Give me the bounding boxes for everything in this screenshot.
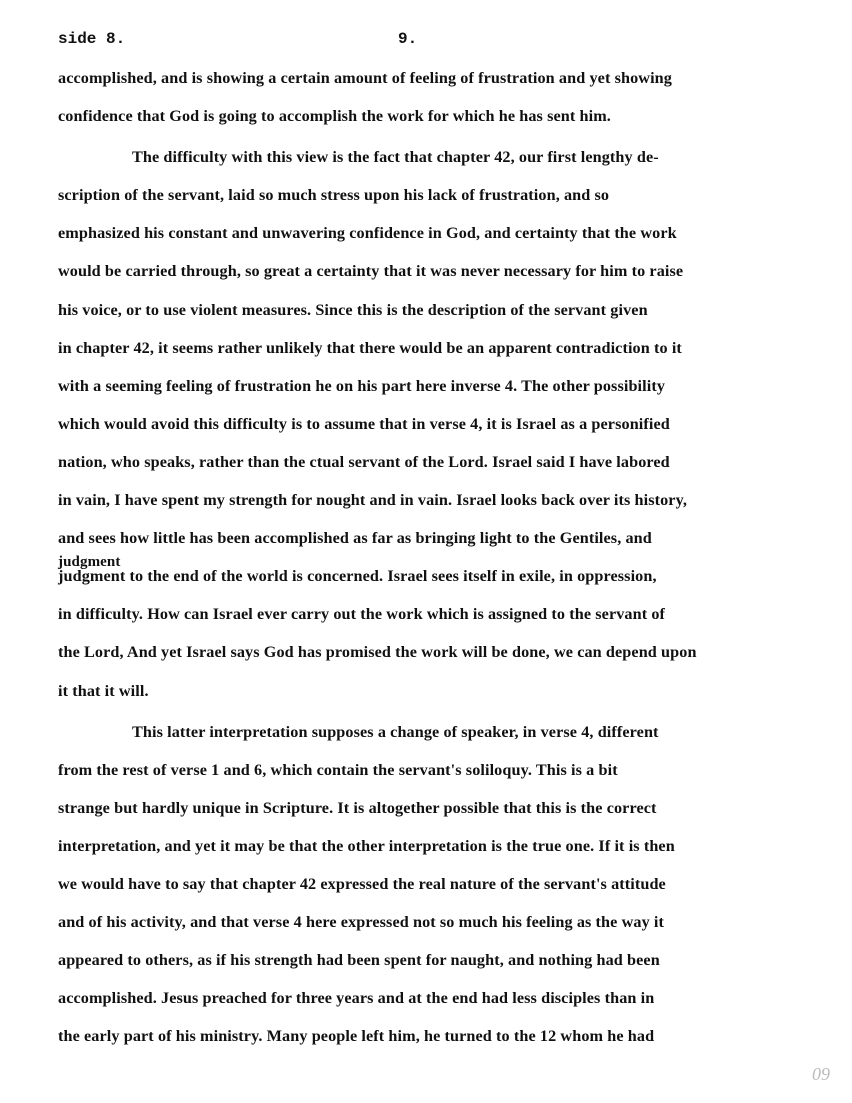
text-line: nation, who speaks, rather than the ctual servant of the Lord. Israel said I have labored: [58, 452, 670, 471]
text-line-with-insertion: [58, 554, 822, 602]
text-line: we would have to say that chapter 42 expressed the real nature of the servant's attitude: [58, 874, 666, 893]
text-line: interpretation, and yet it may be that the other interpretation is the true one. If it is then: [58, 836, 675, 855]
text-line: judgment to the end of the world is concerned. Israel sees itself in exile, in oppression,: [58, 567, 657, 586]
text-line: accomplished. Jesus preached for three years and at the end had less disciples than in: [58, 989, 655, 1008]
text-line: the early part of his ministry. Many people left him, he turned to the 12 whom he had: [58, 1027, 655, 1046]
text-line: the Lord, And yet Israel says God has promised the work will be done, we can depend upon: [58, 643, 697, 662]
text-line: in chapter 42, it seems rather unlikely that there would be an apparent contradiction to it: [58, 338, 682, 357]
text-line: accomplished, and is showing a certain amount of feeling of frustration and yet showing: [58, 69, 672, 87]
text-line: and sees how little has been accomplished as far as bringing light to the Gentiles, and: [58, 529, 652, 548]
text-line: which would avoid this difficulty is to assume that in verse 4, it is Israel as a personified: [58, 414, 670, 433]
text-line: emphasized his constant and unwavering confidence in God, and certainty that the work: [58, 224, 677, 243]
text-line: would be carried through, so great a certainty that it was never necessary for him to raise: [58, 262, 684, 281]
text-line: from the rest of verse 1 and 6, which contain the servant's soliloquy. This is a bit: [58, 760, 618, 779]
text-line: This latter interpretation supposes a change of speaker, in verse 4, different: [132, 722, 659, 741]
body-text: [58, 66, 822, 1062]
text-line: it that it will.: [58, 681, 149, 700]
text-line: his voice, or to use violent measures. Since this is the description of the servant given: [58, 300, 648, 319]
text-line: in vain, I have spent my strength for nought and in vain. Israel looks back over its history,: [58, 491, 688, 510]
text-line: confidence that God is going to accomplish the work for which he has sent him.: [58, 107, 611, 126]
side-label: side 8.: [58, 30, 126, 48]
text-line: in difficulty. How can Israel ever carry out the work which is assigned to the servant of: [58, 605, 666, 624]
corner-mark: 09: [812, 1064, 830, 1084]
text-line: scription of the servant, laid so much stress upon his lack of frustration, and so: [58, 186, 610, 205]
text-line: and of his activity, and that verse 4 here expressed not so much his feeling as the way it: [58, 913, 664, 932]
text-line: strange but hardly unique in Scripture. It is altogether possible that this is the correct: [58, 798, 657, 817]
handwritten-insertion: judgment: [58, 554, 121, 571]
text-line: The difficulty with this view is the fact that chapter 42, our first lengthy de-: [132, 148, 659, 167]
text-line: with a seeming feeling of frustration he on his part here inverse 4. The other possibility: [58, 376, 666, 395]
text-line: appeared to others, as if his strength had been spent for naught, and nothing had been: [58, 951, 660, 970]
page-number: 9.: [398, 30, 418, 48]
